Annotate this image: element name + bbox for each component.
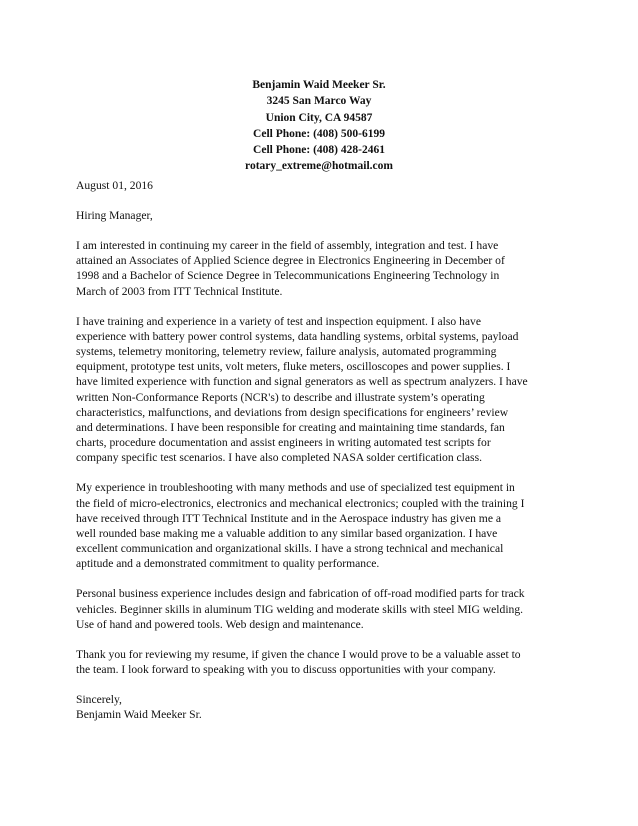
paragraph-line: Thank you for reviewing my resume, if given the chance I would prove to be a valuable asset to (76, 647, 521, 661)
paragraph-line: have limited experience with function and signal generators as well as spectrum analyzers. I have (76, 375, 528, 389)
paragraph-line: Personal business experience includes design and fabrication of off-road modified parts for track (76, 587, 525, 601)
sender-city: Union City, CA 94587 (265, 111, 373, 124)
paragraph-line: charts, procedure documentation and assist engineers in writing automated test scripts for (76, 436, 491, 450)
paragraph-5 (76, 647, 576, 677)
paragraph-line: 1998 and a Bachelor of Science Degree in Telecommunications Engineering Technology in (76, 269, 500, 283)
paragraph-2 (76, 314, 576, 466)
paragraph-line: I have training and experience in a variety of test and inspection equipment. I also have (76, 314, 481, 328)
letter-header (0, 77, 638, 175)
paragraph-line: written Non-Conformance Reports (NCR's) to describe and illustrate system’s operating (76, 390, 485, 404)
sender-phone-1: Cell Phone: (408) 500-6199 (253, 127, 385, 140)
letter-salutation: Hiring Manager, (76, 209, 153, 222)
letter-signature: Benjamin Waid Meeker Sr. (76, 708, 202, 722)
paragraph-line: Use of hand and powered tools. Web design and maintenance. (76, 617, 364, 631)
paragraph-4 (76, 586, 576, 632)
paragraph-line: systems, telemetry monitoring, telemetry review, failure analysis, automated programming (76, 345, 497, 359)
paragraph-3 (76, 480, 576, 571)
paragraph-1 (76, 238, 576, 299)
paragraph-line: My experience in troubleshooting with many methods and use of specialized test equipment in (76, 481, 515, 495)
paragraph-line: the team. I look forward to speaking with you to discuss opportunities with your company. (76, 663, 496, 677)
letter-date: August 01, 2016 (76, 179, 153, 192)
paragraph-line: excellent communication and organizational skills. I have a strong technical and mechanical (76, 542, 504, 556)
paragraph-line: well rounded base making me a valuable addition to any similar based organization. I have (76, 527, 498, 541)
sender-street: 3245 San Marco Way (266, 95, 372, 108)
paragraph-line: equipment, prototype test units, volt meters, fluke meters, oscilloscopes and power supplies. I (76, 360, 511, 374)
paragraph-line: attained an Associates of Applied Science degree in Electronics Engineering in December of (76, 254, 505, 268)
paragraph-line: vehicles. Beginner skills in aluminum TIG welding and moderate skills with steel MIG welding. (76, 602, 524, 616)
paragraph-line: I am interested in continuing my career in the field of assembly, integration and test. I have (76, 239, 499, 252)
paragraph-line: have received through ITT Technical Institute and in the Aerospace industry has given me a (76, 511, 502, 525)
paragraph-line: company specific test scenarios. I have also completed NASA solder certification class. (76, 451, 482, 465)
paragraph-line: aptitude and a demonstrated commitment to quality performance. (76, 557, 380, 571)
paragraph-line: March of 2003 from ITT Technical Institute. (76, 284, 283, 298)
paragraph-line: characteristics, malfunctions, and deviations from design specifications for engineers’ review (76, 405, 509, 419)
paragraph-line: the field of micro-electronics, electronics and mechanical electronics; coupled with the training I (76, 496, 525, 510)
paragraph-line: experience with battery power control systems, data handling systems, orbital systems, payload (76, 329, 519, 343)
letter-closing: Sincerely, (76, 693, 122, 707)
sender-email: rotary_extreme@hotmail.com (245, 160, 393, 173)
letter-body (76, 178, 576, 722)
sender-phone-2: Cell Phone: (408) 428-2461 (253, 144, 385, 157)
sender-name: Benjamin Waid Meeker Sr. (252, 79, 386, 91)
paragraph-line: and determinations. I have been responsible for creating and maintaining time standards, fan (76, 421, 505, 435)
